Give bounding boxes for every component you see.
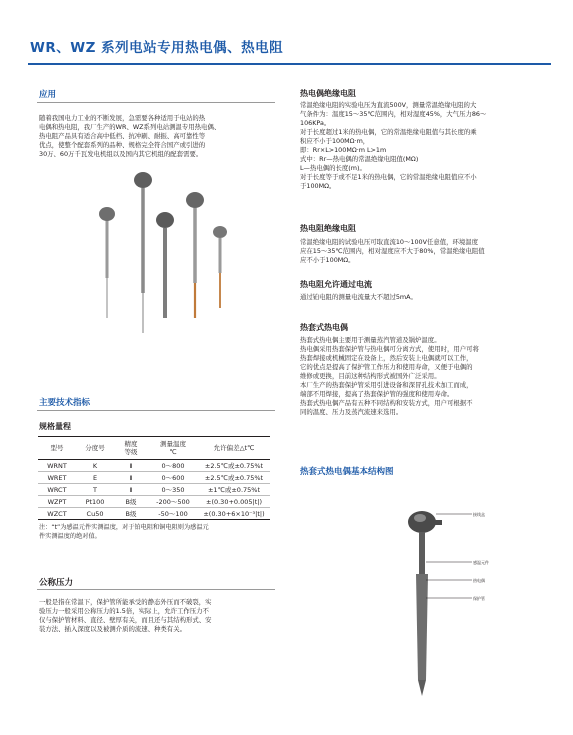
rtd-insulation-paragraph — [300, 238, 485, 265]
pressure-line: 装方法、插入深度以及被测介质的流速、种类有关。 — [39, 625, 186, 633]
table-cell: WZCT — [38, 508, 76, 520]
table-cell: ±(0.30+0.005|t|) — [198, 496, 270, 508]
pressure-paragraph — [39, 598, 212, 634]
structure-diagram — [380, 500, 490, 700]
table-cell: WRNT — [38, 460, 76, 472]
sleeve-paragraph — [300, 336, 479, 417]
table-note — [39, 523, 209, 541]
table-cell: -200～500 — [148, 496, 198, 508]
tc-insulation-line: 对于长度超过1米的热电偶，它的常温绝缘电阻值与其长度的乘 — [300, 128, 477, 136]
table-cell: Pt100 — [76, 496, 114, 508]
application-line: 随着我国电力工业的不断发展，急需要各种适用于电站的热 — [39, 114, 206, 122]
application-rule — [37, 102, 275, 103]
table-row — [38, 484, 270, 496]
table-header: 测量温度 ℃ — [148, 437, 198, 460]
table-cell: 0～800 — [148, 460, 198, 472]
tc-insulation-line: 积应不小于100MΩ·m， — [300, 137, 370, 145]
note-line: 件实测温度的绝对值。 — [39, 533, 101, 540]
structure-heading: 热套式热电偶基本结构图 — [300, 467, 394, 477]
table-cell: ±2.5℃或±0.75%t — [198, 460, 270, 472]
table-cell: T — [76, 484, 114, 496]
table-cell: WRET — [38, 472, 76, 484]
tc-insulation-line: 气条件为：温度15～35℃范围内，相对湿度45%，大气压力86～ — [300, 110, 487, 118]
pressure-line: 仅与保护管材料、直径、壁厚有关，而且还与其结构形式、安 — [39, 616, 212, 624]
application-line: 优点，使整个配套系列的品种、规格完全符合国产或引进的 — [39, 141, 206, 149]
sleeve-line: 维修或更换，目前这种结构形式被国外广泛采用。 — [300, 372, 441, 380]
sleeve-line: 端部不用焊接，提高了热套保护管的强度和使用寿命。 — [300, 390, 454, 398]
callout-thermocouple: 热电偶 — [473, 578, 485, 583]
table-cell: Ⅱ — [114, 484, 148, 496]
table-cell: ±2.5℃或±0.75%t — [198, 472, 270, 484]
rtd-insulation-line: 应在15～35℃范围内，相对湿度应不大于80%，常温绝缘电阻值 — [300, 247, 485, 255]
tc-insulation-line: 式中：Rr—热电偶的常温绝缘电阻值(MΩ) — [300, 155, 419, 163]
callout-protection-tube: 保护管 — [473, 596, 485, 601]
product-photo — [85, 168, 240, 338]
table-cell: Ⅱ — [114, 460, 148, 472]
pressure-rule — [37, 589, 275, 590]
application-heading: 应用 — [39, 90, 57, 100]
table-cell: K — [76, 460, 114, 472]
table-cell: 0～350 — [148, 484, 198, 496]
table-row — [38, 496, 270, 508]
table-row — [38, 460, 270, 472]
rtd-insulation-heading: 热电阻绝缘电阻 — [300, 224, 356, 233]
callout-junction-box: 接线盒 — [473, 512, 485, 517]
tc-insulation-line: 106KPa。 — [300, 119, 331, 127]
tc-insulation-line: 对于长度等于或不足1米的热电偶，它的常温绝缘电阻值应不小 — [300, 173, 477, 181]
sleeve-line: 本厂生产的热套保护管采用引进设备和深冒孔技术加工而成， — [300, 381, 473, 389]
tc-insulation-heading: 热电偶绝缘电阻 — [300, 89, 356, 98]
table-cell: 0～600 — [148, 472, 198, 484]
tc-insulation-line: 即：Rr×L>100MΩ·m L>1m — [300, 146, 387, 154]
current-line: 通过铂电阻的测量电流量大不超过5mA。 — [300, 293, 417, 301]
table-header: 精度 等级 — [114, 437, 148, 460]
sleeve-line: 热套式热电偶产品有五种不同结构和安装方式，用户可根据不 — [300, 399, 473, 407]
table-cell: Cu50 — [76, 508, 114, 520]
table-cell: ±(0.30+6×10⁻³|t|) — [198, 508, 270, 520]
range-table — [38, 436, 270, 520]
rtd-insulation-line: 常温绝缘电阻的试验电压可取直流10～100V任意值，环境温度 — [300, 238, 479, 246]
note-line: 注：“t”为感温元件实测温度，对于铂电阻和铜电阻则为感温元 — [39, 524, 209, 531]
specs-rule — [37, 410, 275, 411]
table-header: 分度号 — [76, 437, 114, 460]
table-row — [38, 472, 270, 484]
table-cell: -50～100 — [148, 508, 198, 520]
pressure-line: 一般是指在常温下，保护管所能承受的静态外压而不破裂，实 — [39, 598, 212, 606]
sleeve-line: 热套焊接或机械固定在设备上，然后安装上电偶就可以工作， — [300, 354, 473, 362]
table-cell: ±1℃或±0.75%t — [198, 484, 270, 496]
sleeve-line: 同的温度、压力及蒸汽流速来选用。 — [300, 408, 403, 416]
page-title: WR、WZ 系列电站专用热电偶、热电阻 — [30, 40, 284, 56]
tc-insulation-paragraph — [300, 101, 486, 191]
sleeve-line: 热套式热电偶主要用于测量蒸汽管道及锅炉温度。 — [300, 336, 441, 344]
application-line: 电偶和热电阻，我厂生产的WR、WZ系列电站测温专用热电偶、 — [39, 123, 221, 131]
table-header: 型号 — [38, 437, 76, 460]
pressure-heading: 公称压力 — [39, 578, 74, 588]
table-header: 允许偏差△t℃ — [198, 437, 270, 460]
tc-insulation-line: 于100MΩ。 — [300, 182, 336, 190]
range-table-heading: 规格量程 — [39, 422, 71, 431]
current-heading: 热电阻允许通过电流 — [300, 280, 372, 289]
tc-insulation-line: L—热电偶的长度(m)。 — [300, 164, 366, 172]
title-rule — [28, 63, 551, 65]
tc-insulation-line: 常温绝缘电阻的实验电压为直流500V，测量常温绝缘电阻的大 — [300, 101, 477, 109]
table-cell: B级 — [114, 508, 148, 520]
sleeve-heading: 热套式热电偶 — [300, 323, 348, 332]
table-cell: WRCT — [38, 484, 76, 496]
application-line: 30万、60万千瓦发电机组以及国内其它机组的配套需要。 — [39, 150, 203, 158]
table-cell: WZPT — [38, 496, 76, 508]
application-line: 热电阻产品具有适合高中低档、抗冲刷、耐振、高可靠性等 — [39, 132, 206, 140]
rtd-insulation-line: 应不小于100MΩ。 — [300, 256, 355, 264]
pressure-line: 验压力一般采用公称压力的1.5倍，实际上，允许工作压力不 — [39, 607, 209, 615]
sleeve-line: 热电偶采用热套保护管与热电偶可分离方式，使用时，用户可将 — [300, 345, 479, 353]
table-cell: Ⅱ — [114, 472, 148, 484]
table-cell: E — [76, 472, 114, 484]
current-paragraph — [300, 293, 417, 302]
callout-sensing-element: 感温元件 — [473, 560, 489, 565]
table-row — [38, 508, 270, 520]
sleeve-line: 它的优点是提高了保护管工作压力和使用寿命，又便于电偶的 — [300, 363, 473, 371]
table-cell: B级 — [114, 496, 148, 508]
application-paragraph — [39, 114, 220, 159]
specs-heading: 主要技术指标 — [39, 398, 91, 408]
